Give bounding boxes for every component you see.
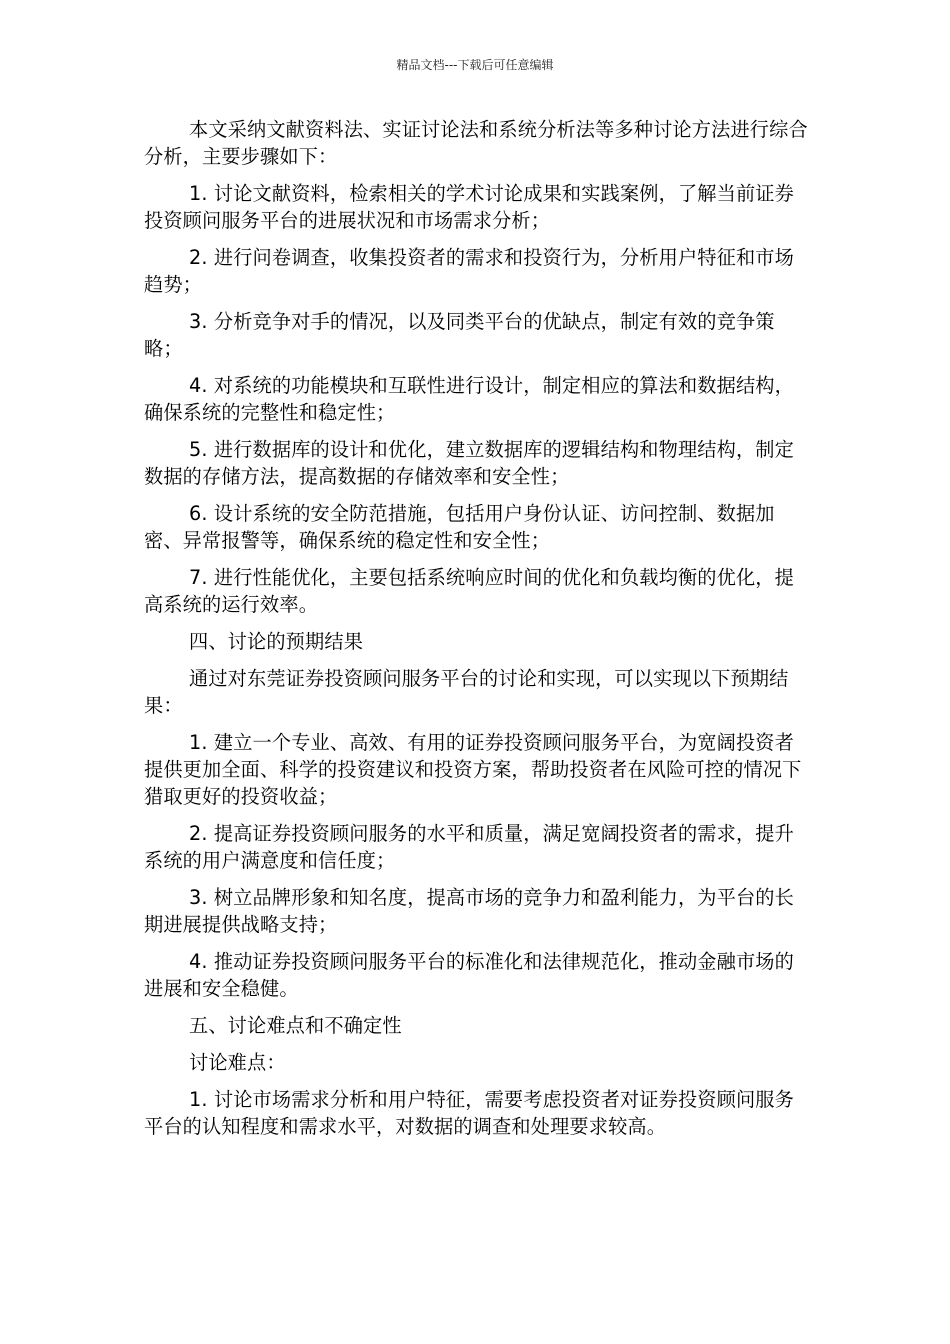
paragraph-step-5: 5. 进行数据库的设计和优化，建立数据库的逻辑结构和物理结构，制定数据的存储方法，提高数据的存储效率和安全性； (144, 438, 794, 488)
paragraph-result-2: 2. 提高证券投资顾问服务的水平和质量，满足宽阔投资者的需求，提升系统的用户满意度和信任度； (144, 822, 794, 872)
paragraph-result-4: 4. 推动证券投资顾问服务平台的标准化和法律规范化，推动金融市场的进展和安全稳健。 (144, 950, 794, 1000)
paragraph-step-3: 3. 分析竞争对手的情况，以及同类平台的优缺点，制定有效的竞争策略； (144, 310, 775, 360)
subheading-difficulties: 讨论难点： (189, 1051, 286, 1074)
paragraph-difficulty-1: 1. 讨论市场需求分析和用户特征，需要考虑投资者对证券投资顾问服务平台的认知程度和需求水平，对数据的调查和处理要求较高。 (144, 1088, 794, 1138)
paragraph-method-intro: 本文采纳文献资料法、实证讨论法和系统分析法等多种讨论方法进行综合分析，主要步骤如下： (144, 118, 808, 168)
paragraph-step-7: 7. 进行性能优化，主要包括系统响应时间的优化和负载均衡的优化，提高系统的运行效率。 (144, 566, 794, 616)
paragraph-result-1: 1. 建立一个专业、高效、有用的证券投资顾问服务平台，为宽阔投资者提供更加全面、科学的投资建议和投资方案，帮助投资者在风险可控的情况下猎取更好的投资收益； (144, 731, 802, 808)
paragraph-step-2: 2. 进行问卷调查，收集投资者的需求和投资行为，分析用户特征和市场趋势； (144, 246, 794, 296)
section-heading-expected-results: 四、讨论的预期结果 (189, 630, 364, 653)
document-body (144, 116, 809, 1150)
paragraph-results-intro: 通过对东莞证券投资顾问服务平台的讨论和实现，可以实现以下预期结果： (144, 667, 789, 717)
paragraph-step-4: 4. 对系统的功能模块和互联性进行设计，制定相应的算法和数据结构，确保系统的完整性和稳定性； (144, 374, 794, 424)
page-header: 精品文档---下载后可任意编辑 (396, 58, 554, 72)
paragraph-step-6: 6. 设计系统的安全防范措施，包括用户身份认证、访问控制、数据加密、异常报警等，确保系统的稳定性和安全性； (144, 502, 775, 552)
paragraph-step-1: 1. 讨论文献资料，检索相关的学术讨论成果和实践案例，了解当前证券投资顾问服务平台的进展状况和市场需求分析； (144, 182, 794, 232)
paragraph-result-3: 3. 树立品牌形象和知名度，提高市场的竞争力和盈利能力，为平台的长期进展提供战略支持； (144, 886, 794, 936)
section-heading-difficulties: 五、讨论难点和不确定性 (189, 1014, 402, 1037)
